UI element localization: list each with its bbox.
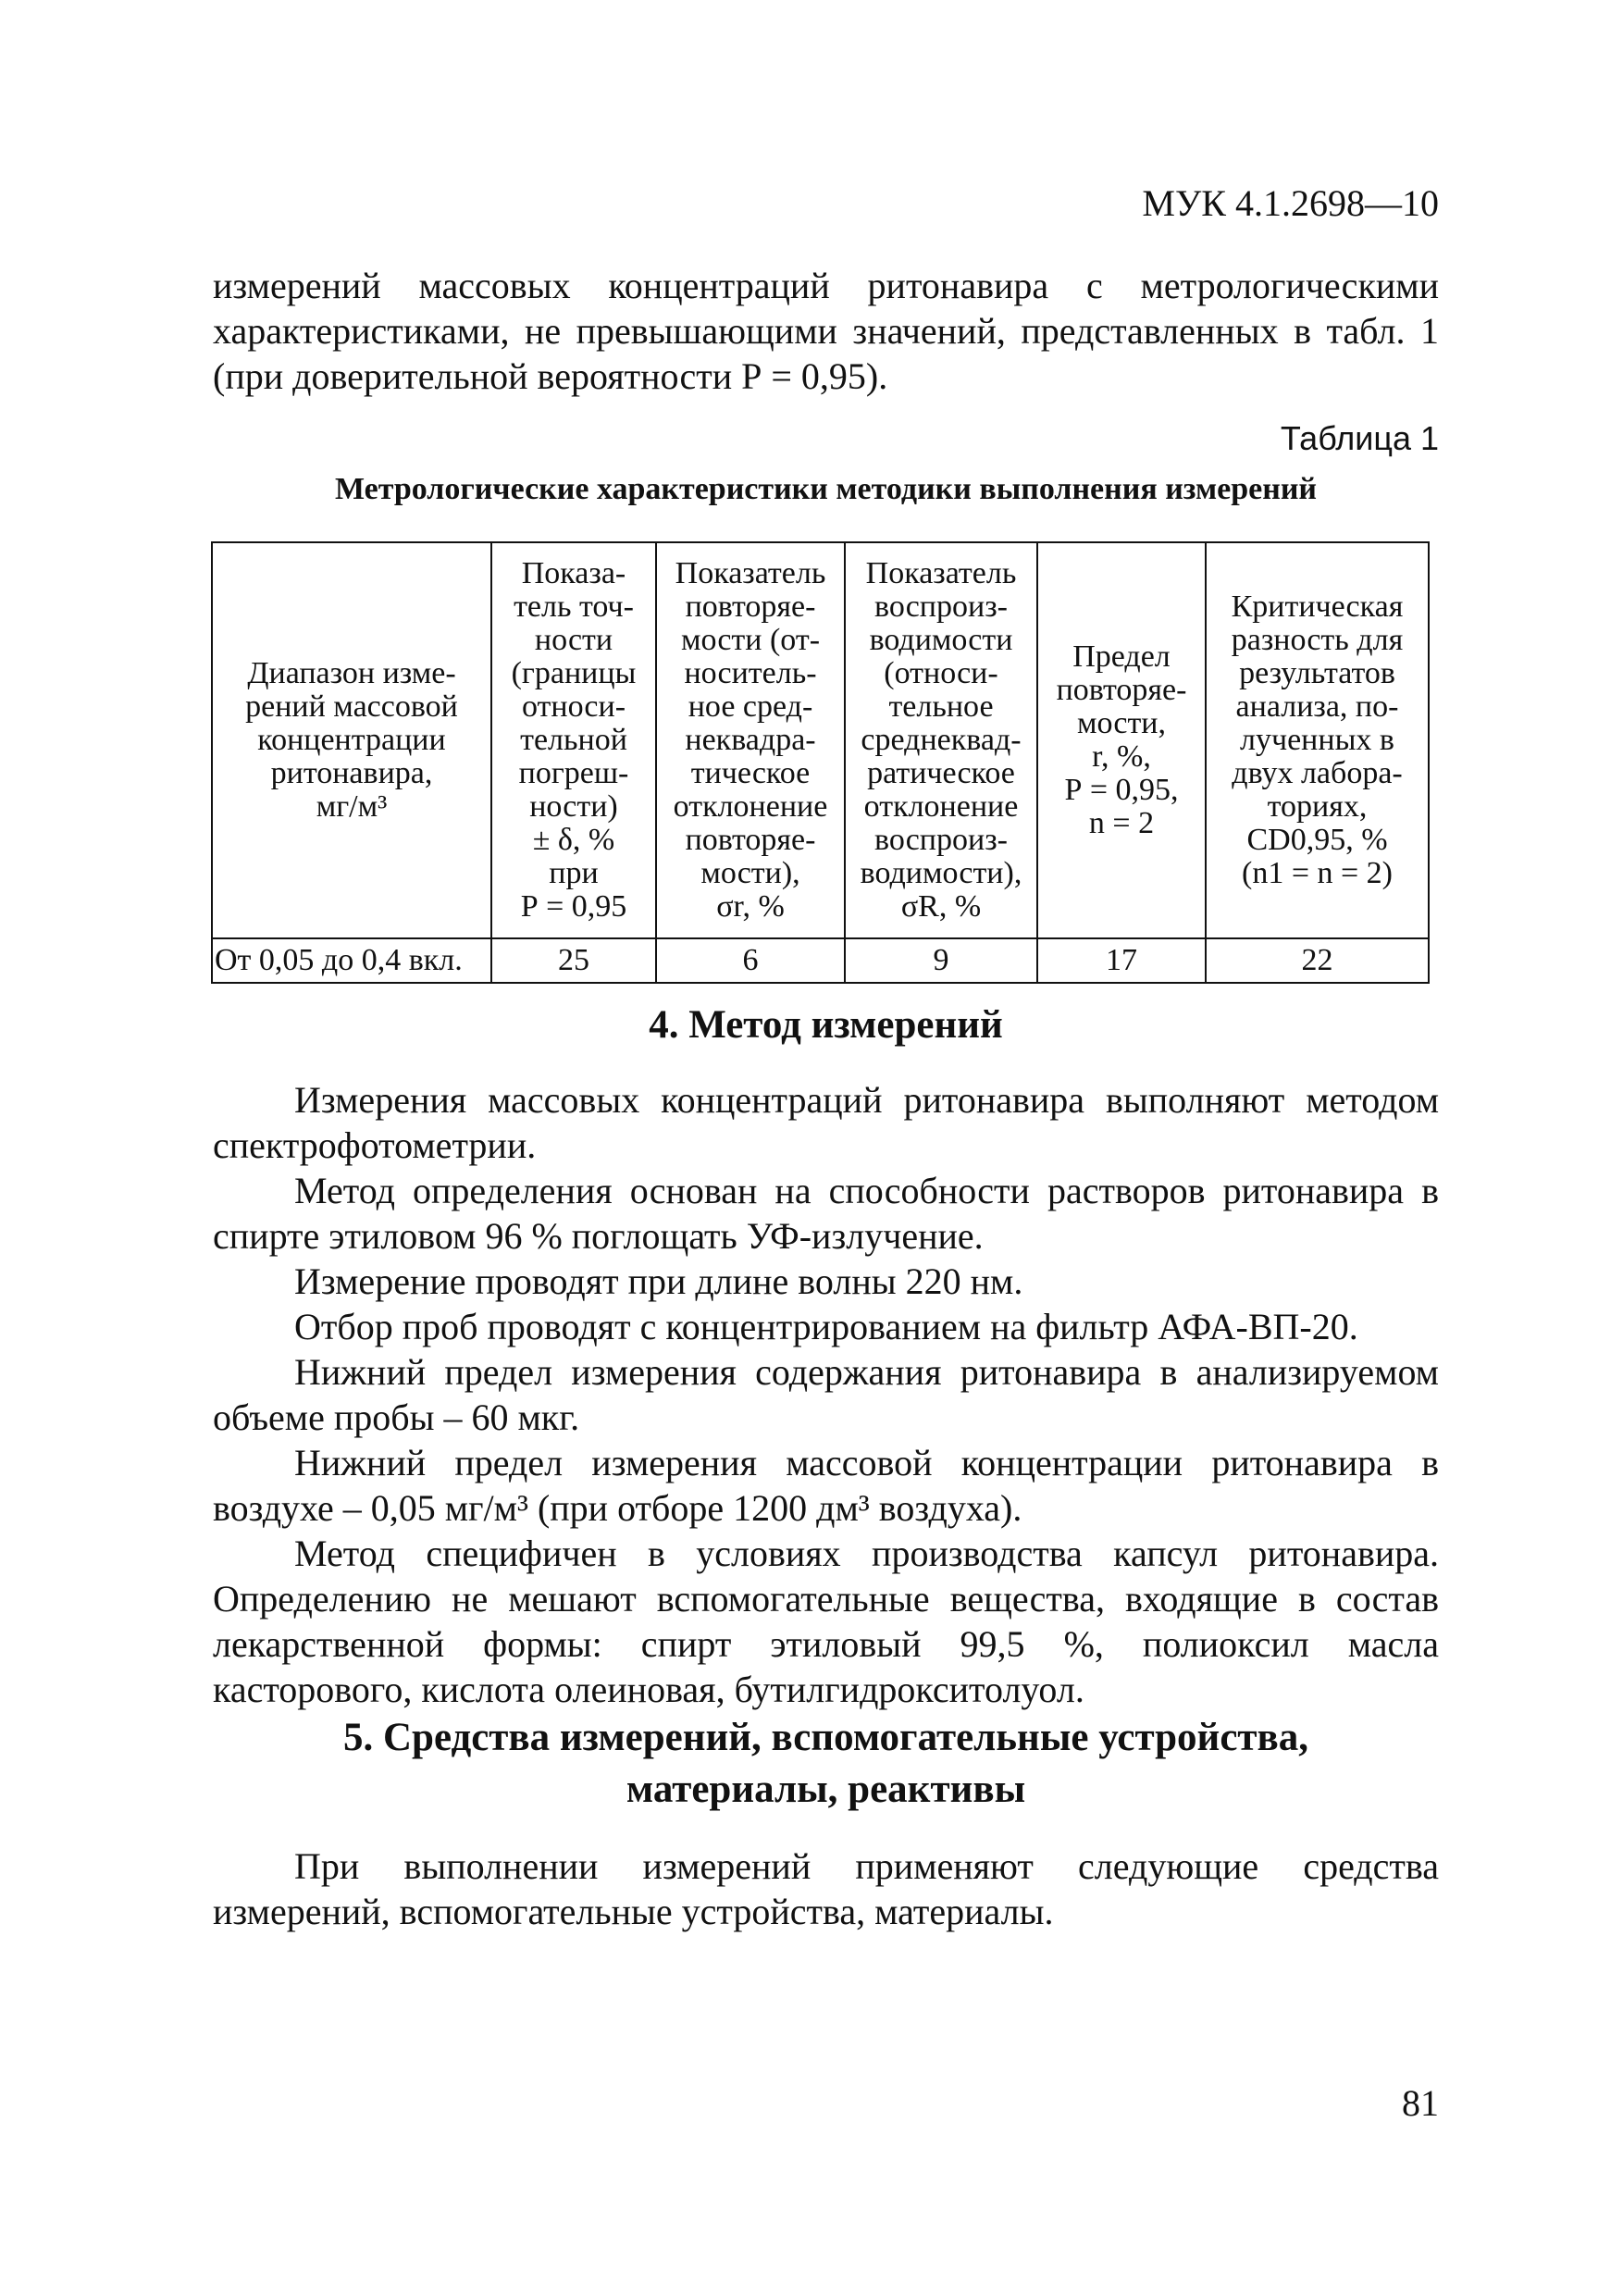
cell-range: От 0,05 до 0,4 вкл. xyxy=(212,938,491,983)
table-title: Метрологические характеристики методики выполнения измерений xyxy=(334,472,1318,506)
cell-critical-difference: 22 xyxy=(1206,938,1429,983)
running-header: МУК 4.1.2698—10 xyxy=(1142,182,1439,224)
section-4-paragraph: Нижний предел измерения массовой концентрации ритонавира в воздухе – 0,05 мг/м³ (при отборе 1200 дм³ воздуха). xyxy=(213,1442,1439,1529)
cell-repeatability: 6 xyxy=(656,938,845,983)
header-accuracy: Показа- тель точ- ности (границы относи- тельной погреш- ности) ± δ, % при Р = 0,95 xyxy=(491,542,656,938)
cell-reproducibility: 9 xyxy=(845,938,1037,983)
header-reproducibility: Показатель воспроиз- водимости (относи- тельное среднеквад- ратическое отклонение воспроиз- водимости), σR, % xyxy=(845,542,1037,938)
intro-paragraph: измерений массовых концентраций ритонавира с метрологическими характеристиками, не превышающими значений, представленных в табл. 1 (при доверительной вероятности Р = 0,95). xyxy=(213,265,1439,397)
section-4-paragraph: Измерение проводят при длине волны 220 нм. xyxy=(294,1260,1023,1302)
section-4-paragraph: Отбор проб проводят с концентрированием на фильтр АФА-ВП-20. xyxy=(294,1306,1358,1347)
section-4-paragraph: Измерения массовых концентраций ритонавира выполняют методом спектрофотометрии. xyxy=(213,1079,1439,1166)
header-critical-difference: Критическая разность для результатов анализа, по- лученных в двух лабора- ториях, CD0,95, % (n1 = n = 2) xyxy=(1206,542,1429,938)
table-header-row xyxy=(212,542,1429,938)
header-range: Диапазон изме- рений массовой концентрации ритонавира, мг/м³ xyxy=(212,542,491,938)
cell-accuracy: 25 xyxy=(491,938,656,983)
header-repeatability-limit: Предел повторяе- мости, r, %, Р = 0,95, n = 2 xyxy=(1037,542,1206,938)
page-number: 81 xyxy=(1402,2082,1439,2124)
section-4-paragraph: Нижний предел измерения содержания ритонавира в анализируемом объеме пробы – 60 мкг. xyxy=(213,1351,1439,1438)
table-number: Таблица 1 xyxy=(1280,419,1439,457)
table-row xyxy=(212,938,1429,983)
section-4-paragraph: Метод определения основан на способности растворов ритонавира в спирте этиловом 96 % поглощать УФ-излучение. xyxy=(213,1170,1439,1257)
section-4-title: 4. Метод измерений xyxy=(649,1003,1003,1047)
cell-repeatability-limit: 17 xyxy=(1037,938,1206,983)
metrology-table xyxy=(211,541,1430,984)
header-repeatability: Показатель повторяе- мости (от- носитель- ное сред- неквадра- тическое отклонение повторяе- мости), σr, % xyxy=(656,542,845,938)
section-5-title-line1: 5. Средства измерений, вспомогательные устройства, xyxy=(342,1716,1309,1759)
section-4-paragraph: Метод специфичен в условиях производства капсул ритонавира. Определению не мешают вспомогательные вещества, входящие в состав лекарственной формы: спирт этиловый 99,5 %, полиоксил масла касторового, кислота олеиновая, бутилгидрокситолуол. xyxy=(213,1533,1439,1710)
section-5-title xyxy=(213,1712,1439,1816)
section-5-title-line2: материалы, реактивы xyxy=(626,1768,1026,1811)
section-5-paragraph: При выполнении измерений применяют следующие средства измерений, вспомогательные устройства, материалы. xyxy=(213,1845,1439,1932)
